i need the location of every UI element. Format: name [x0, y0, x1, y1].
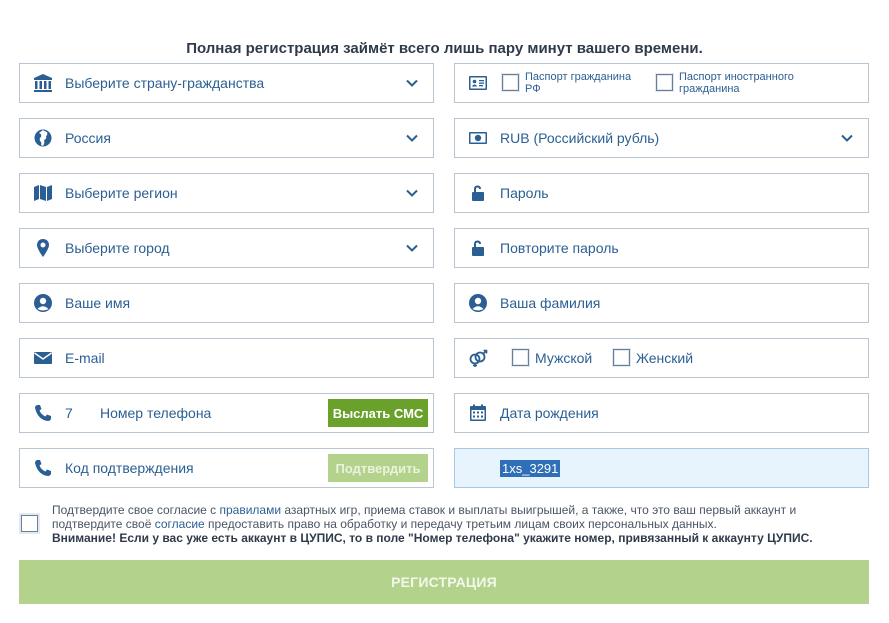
unlock-icon — [467, 237, 489, 259]
chevron-down-icon — [405, 186, 419, 200]
promo-code-field[interactable] — [454, 448, 869, 488]
phone-icon — [32, 457, 54, 479]
birth-date-placeholder: Дата рождения — [500, 405, 599, 421]
password-field[interactable] — [454, 173, 869, 213]
confirm-button[interactable]: Подтвердить — [328, 454, 428, 482]
currency-label: RUB (Российский рубль) — [500, 130, 660, 146]
envelope-icon — [32, 347, 54, 369]
calendar-icon — [467, 402, 489, 424]
repeat-password-placeholder: Повторите пароль — [500, 240, 619, 256]
send-sms-button[interactable]: Выслать СМС — [328, 399, 428, 427]
first-name-placeholder: Ваше имя — [65, 295, 131, 311]
city-label: Выберите город — [65, 240, 170, 256]
user-icon — [32, 292, 54, 314]
user-icon — [467, 292, 489, 314]
consent-link[interactable]: согласие — [154, 517, 205, 531]
unlock-icon — [467, 182, 489, 204]
confirmation-code-placeholder: Код подтверждения — [65, 460, 194, 476]
phone-field[interactable] — [19, 393, 434, 433]
chevron-down-icon — [405, 241, 419, 255]
chevron-down-icon — [405, 131, 419, 145]
register-button[interactable]: РЕГИСТРАЦИЯ — [19, 560, 869, 604]
email-placeholder: E-mail — [65, 350, 105, 366]
money-icon — [467, 127, 489, 149]
last-name-placeholder: Ваша фамилия — [500, 295, 601, 311]
citizenship-select[interactable] — [19, 63, 434, 103]
first-name-field[interactable] — [19, 283, 434, 323]
phone-placeholder: Номер телефона — [100, 405, 212, 421]
map-icon — [32, 182, 54, 204]
gender-field — [454, 338, 869, 378]
password-placeholder: Пароль — [500, 185, 549, 201]
male-checkbox[interactable] — [511, 348, 530, 367]
last-name-field[interactable] — [454, 283, 869, 323]
email-field[interactable] — [19, 338, 434, 378]
rules-link[interactable]: правилами — [219, 503, 282, 517]
passport-foreign-label: Паспорт иностранного гражданина — [679, 71, 794, 95]
region-select[interactable] — [19, 173, 434, 213]
agreement-checkbox[interactable] — [19, 513, 40, 534]
repeat-password-field[interactable] — [454, 228, 869, 268]
passport-rf-label: Паспорт гражданина РФ — [525, 71, 632, 95]
citizenship-label: Выберите страну-гражданства — [65, 75, 265, 91]
female-label: Женский — [636, 350, 694, 366]
agreement-text-part: азартных игр, приема ставок и выплаты выигрышей, а также, что это ваш первый аккаунт и подтвердите своё — [52, 503, 797, 531]
phone-icon — [32, 402, 54, 424]
page-title: Полная регистрация займёт всего лишь пару минут вашего времени. — [186, 40, 703, 57]
confirmation-code-field[interactable] — [19, 448, 434, 488]
agreement-text-part: Подтвердите свое согласие с — [52, 503, 220, 517]
id-card-icon — [467, 72, 489, 94]
promo-code-value: 1xs_3291 — [502, 461, 559, 476]
chevron-down-icon — [405, 76, 419, 90]
globe-icon — [32, 127, 54, 149]
female-checkbox[interactable] — [612, 348, 631, 367]
male-label: Мужской — [535, 350, 593, 366]
passport-rf-checkbox[interactable] — [501, 73, 520, 92]
country-select[interactable] — [19, 118, 434, 158]
country-label: Россия — [65, 130, 111, 146]
region-label: Выберите регион — [65, 185, 178, 201]
agreement-text-part: предоставить право на обработку и передачу третьим лицам своих персональных данных. — [204, 517, 717, 531]
birth-date-field[interactable] — [454, 393, 869, 433]
currency-select[interactable] — [454, 118, 869, 158]
chevron-down-icon — [840, 131, 854, 145]
gender-icon — [467, 347, 489, 369]
phone-country-code[interactable]: 7 — [65, 405, 73, 421]
agreement-text — [52, 503, 852, 545]
location-pin-icon — [32, 237, 54, 259]
passport-foreign-checkbox[interactable] — [655, 73, 674, 92]
document-type-field — [454, 63, 869, 103]
city-select[interactable] — [19, 228, 434, 268]
cupis-warning: Внимание! Если у вас уже есть аккаунт в ЦУПИС, то в поле "Номер телефона" укажите номер, привязанный к аккаунту ЦУПИС. — [52, 531, 813, 545]
bank-icon — [32, 72, 54, 94]
